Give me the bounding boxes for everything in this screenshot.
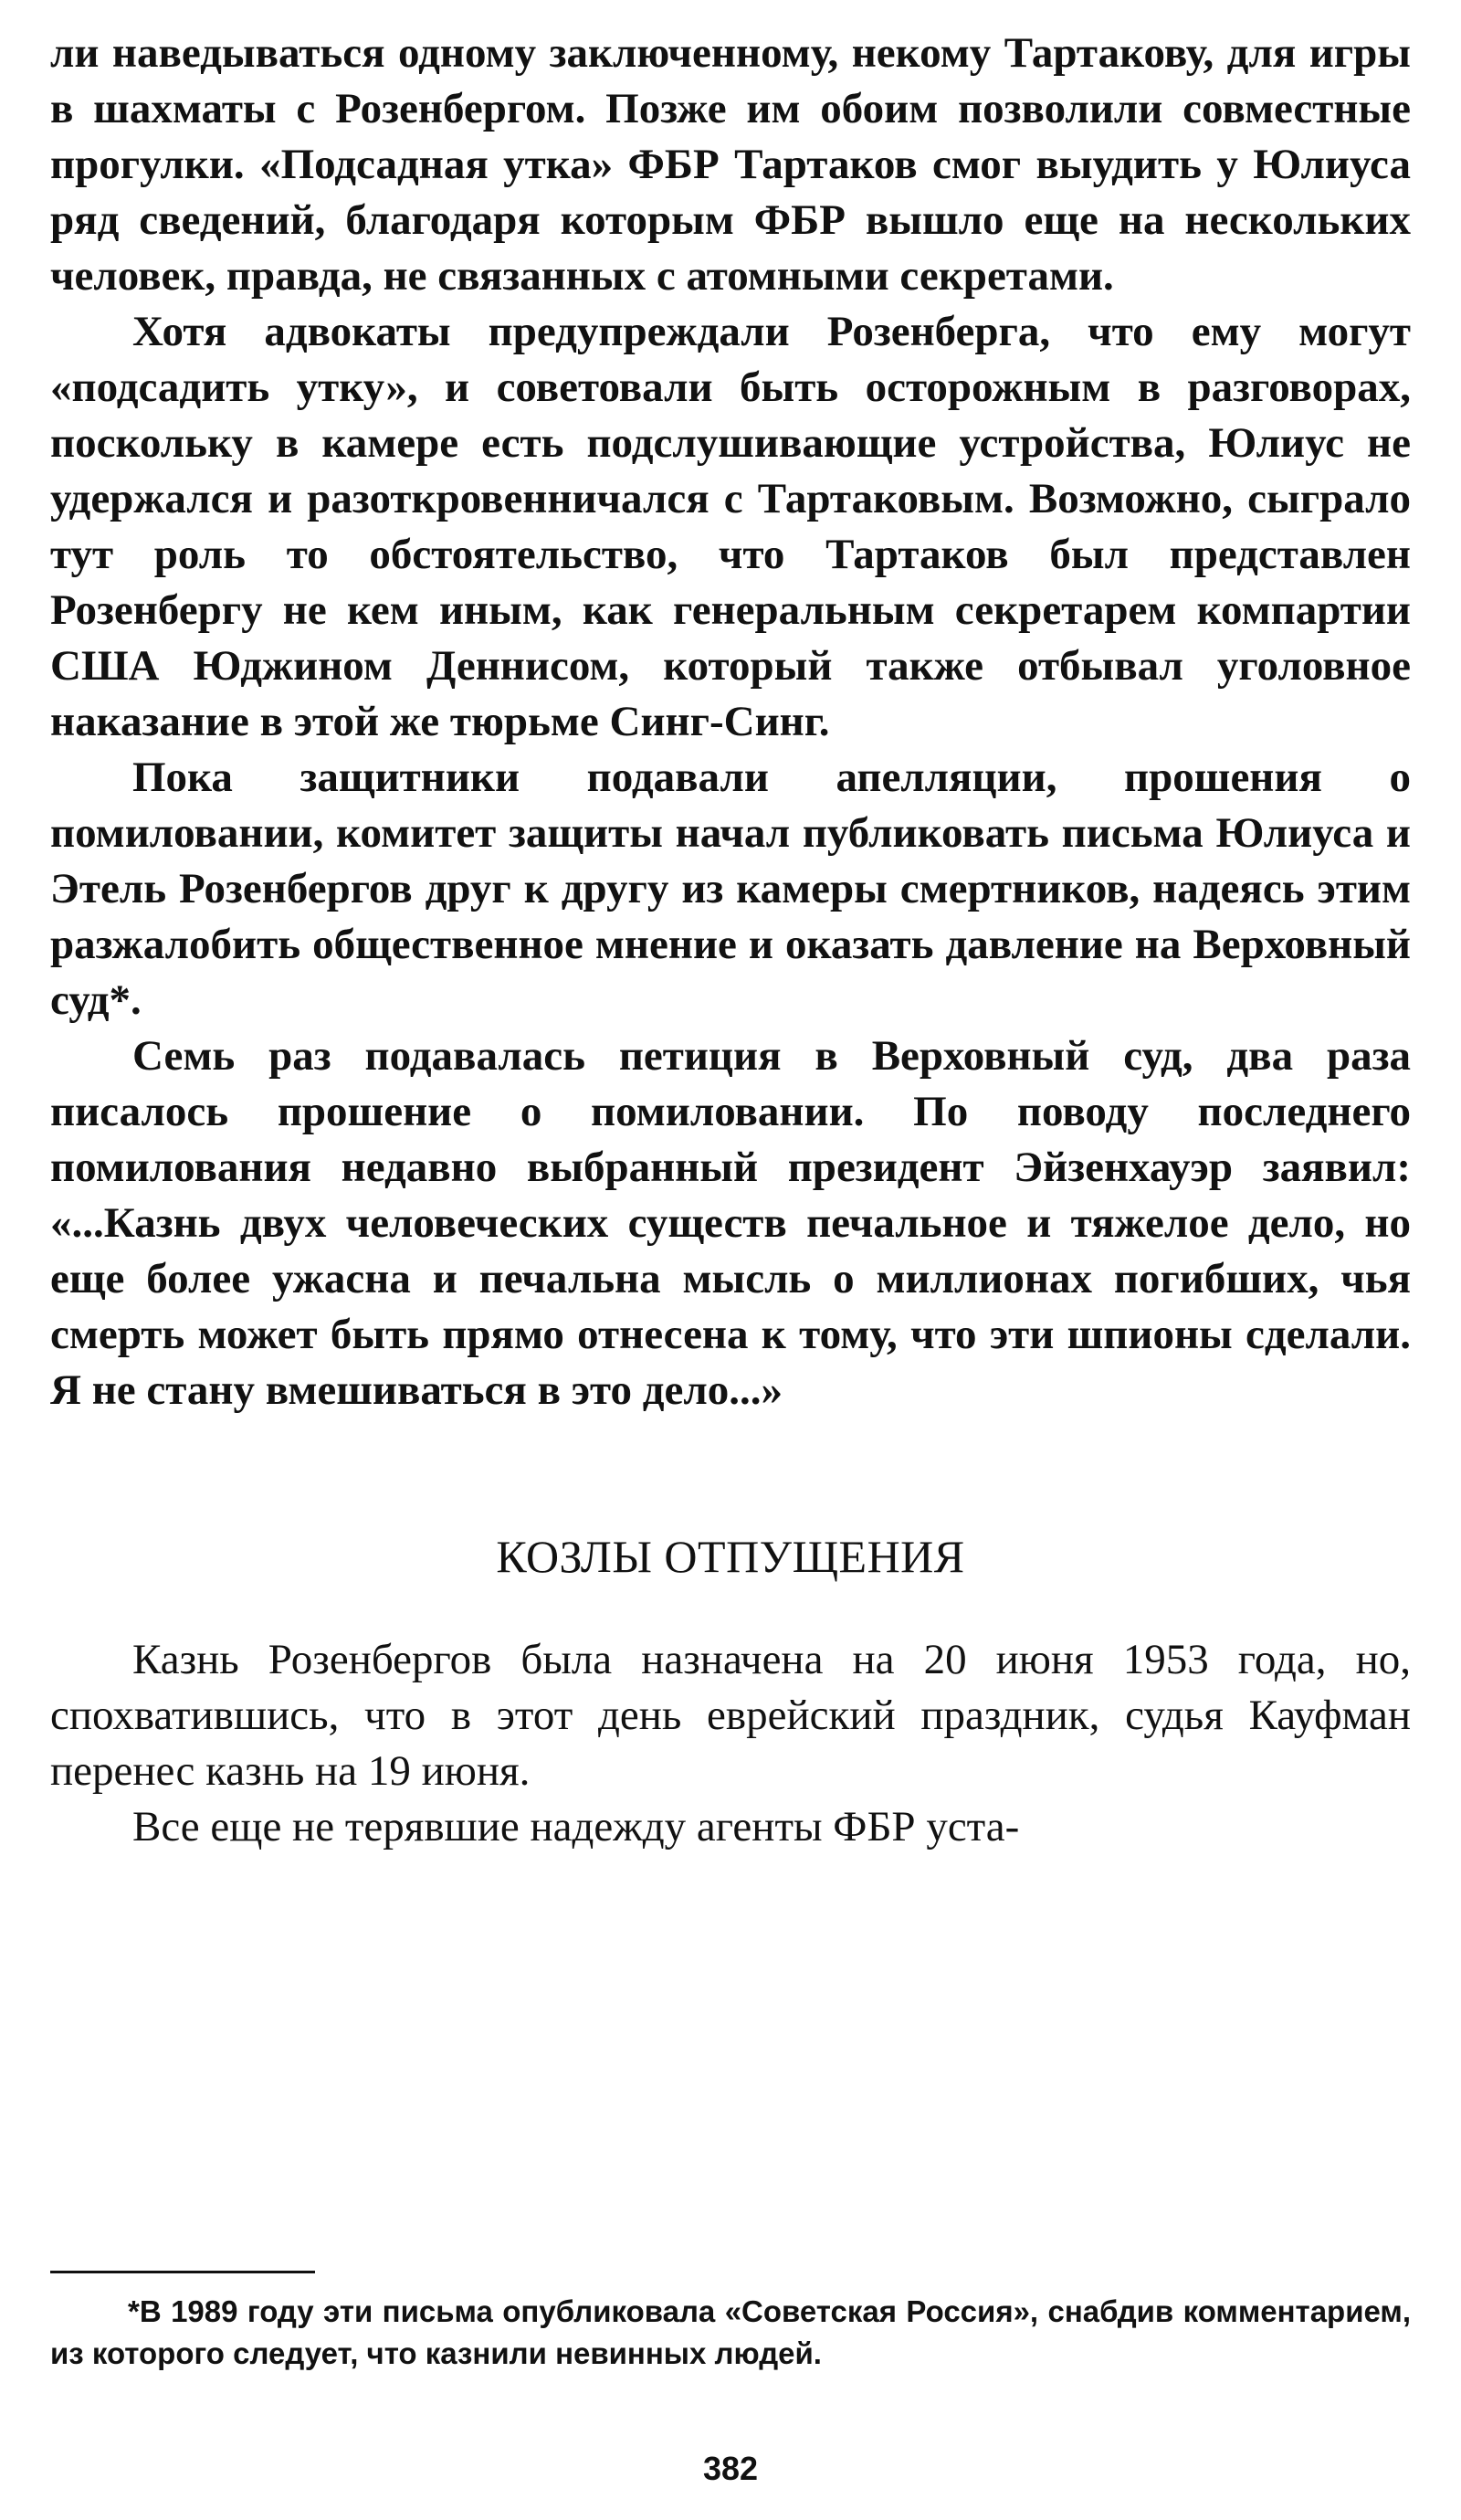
section-heading: КОЗЛЫ ОТПУЩЕНИЯ xyxy=(496,1531,965,1582)
page-number: 382 xyxy=(702,2450,759,2487)
book-page xyxy=(50,26,1411,1855)
body-paragraph: ли наведываться одному заключенному, некому Тартакову, для игры в шахматы с Розенбергом. Позже им обоим позволили совместные прогулки. «Подсадная утка» ФБР Тартаков смог выудить у Юлиуса ряд сведений, благодаря которым ФБР вышло еще на нескольких человек, правда, не связанных с атомными секретами. xyxy=(50,29,1411,300)
footnote-divider xyxy=(50,2271,315,2273)
section-paragraph: Казнь Розенбергов была назначена на 20 июня 1953 года, но, спохватившись, что в этот день еврейский праздник, судья Кауфман перенес казнь на 19 июня. xyxy=(50,1636,1411,1795)
section-paragraph: Все еще не терявшие надежду агенты ФБР уста- xyxy=(132,1803,1020,1850)
body-paragraph: Хотя адвокаты предупреждали Розенберга, что ему могут «подсадить утку», и советовали быть осторожным в разговорах, поскольку в камере есть подслушивающие устройства, Юлиус не удержался и разоткровенничался с Тартаковым. Возможно, сыграло тут роль то обстоятельство, что Тартаков был представлен Розенбергу не кем иным, как генеральным секретарем компартии США Юджином Деннисом, который также отбывал уголовное наказание в этой же тюрьме Синг-Синг. xyxy=(50,308,1411,745)
body-paragraph: Пока защитники подавали апелляции, прошения о помиловании, комитет защиты начал публиковать письма Юлиуса и Этель Розенбергов друг к другу из камеры смертников, надеясь этим разжалобить общественное мнение и оказать давление на Верховный суд*. xyxy=(50,754,1411,1024)
footnote: *В 1989 году эти письма опубликовала «Советская Россия», снабдив комментарием, из которого следует, что казнили невинных людей. xyxy=(50,2294,1411,2370)
body-paragraph: Семь раз подавалась петиция в Верховный суд, два раза писалось прошение о помиловании. По поводу последнего помилования недавно выбранный президент Эйзенхауэр заявил: «...Казнь двух человеческих существ печальное и тяжелое дело, но еще более ужасна и печальна мысль о миллионах погибших, чья смерть может быть прямо отнесена к тому, что эти шпионы сделали. Я не стану вмешиваться в это дело...» xyxy=(50,1032,1411,1414)
